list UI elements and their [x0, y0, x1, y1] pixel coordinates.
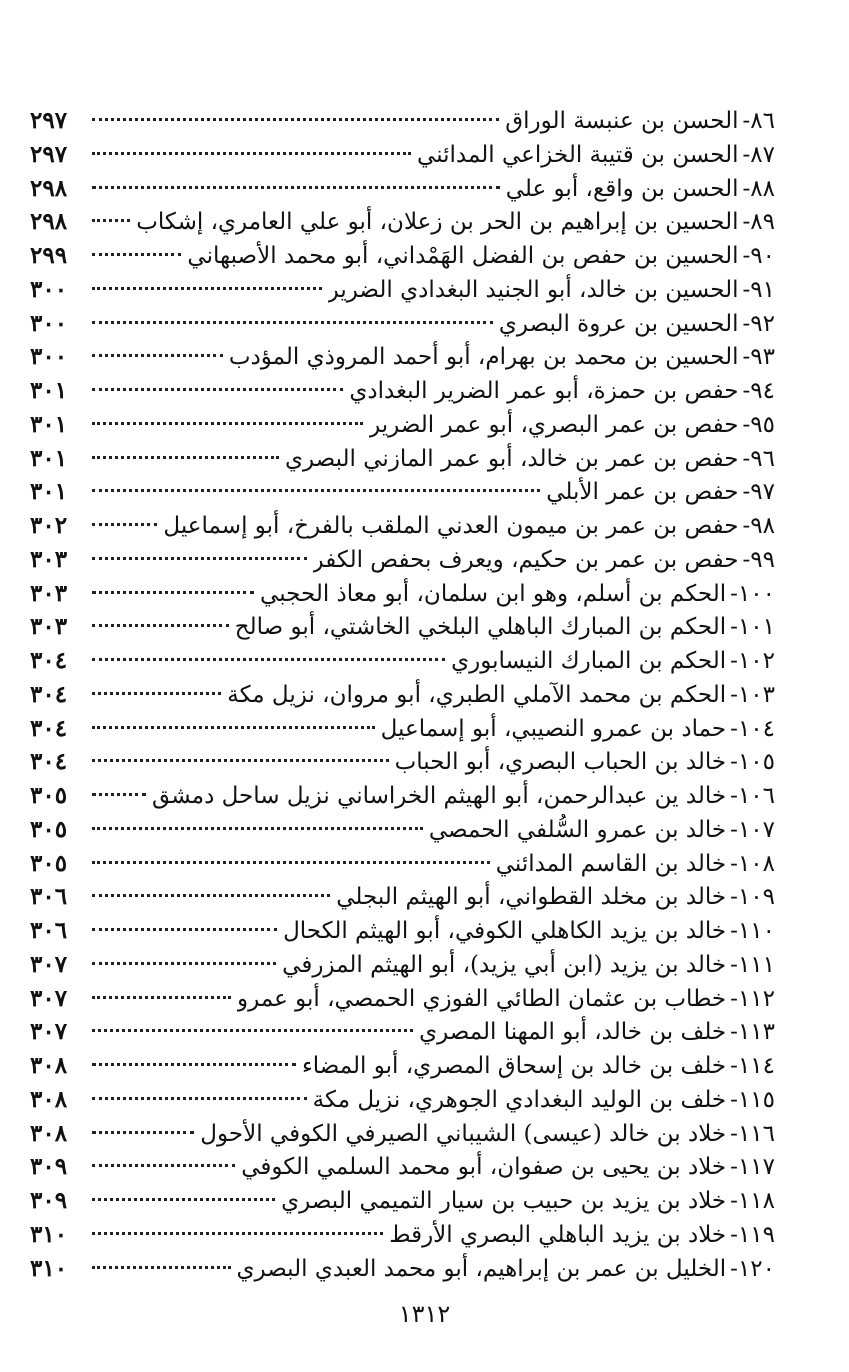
entry-title: حماد بن عمرو النصيبي، أبو إسماعيل [380, 715, 727, 742]
toc-entry [30, 340, 775, 374]
entry-title: خالد بن مخلد القطواني، أبو الهيثم البجلي [336, 884, 727, 911]
entry-number: ١١٨- [730, 1188, 775, 1214]
entry-number: ١٠٥- [730, 749, 775, 776]
entry-number: ١٠٨- [730, 850, 775, 877]
toc-entry [30, 1252, 775, 1286]
toc-entry [30, 813, 775, 847]
entry-page-number: ٢٩٩ [30, 242, 68, 269]
toc-entry [30, 779, 775, 813]
entry-number: ٩٧- [742, 479, 775, 506]
toc-entry [30, 543, 775, 577]
entry-title: الحكم بن محمد الآملي الطبري، أبو مروان، نزيل مكة [227, 681, 727, 708]
dot-leader [92, 422, 363, 425]
entry-title: خلاد بن يزيد الباهلي البصري الأرقط [389, 1221, 727, 1248]
entry-page-number: ٣٠٩ [30, 1153, 68, 1181]
entry-page-number: ٣١٠ [30, 1220, 68, 1248]
entry-number: ٨٨- [742, 175, 775, 202]
entry-page-number: ٣٠٩ [30, 1187, 68, 1214]
entry-title: خالد بن عمرو السُّلفي الحمصي [428, 816, 727, 843]
entry-number: ١١٦- [730, 1120, 775, 1147]
entry-number: ١٠٣- [730, 681, 775, 708]
dot-leader [92, 253, 181, 256]
toc-entry [30, 1083, 775, 1117]
entry-title: خلاد بن يزيد بن حبيب بن سيار التميمي البصري [281, 1188, 727, 1214]
dot-leader [92, 624, 229, 627]
entry-number: ١٠٤- [730, 715, 775, 742]
dot-leader [92, 1029, 413, 1032]
toc-entry [30, 475, 775, 509]
entry-page-number: ٣٠٣ [30, 545, 68, 573]
entry-title: الحسين بن عروة البصري [498, 310, 739, 337]
dot-leader [92, 1131, 194, 1134]
toc-entry [30, 914, 775, 948]
entry-number: ١١٩- [730, 1221, 775, 1248]
dot-leader [92, 1164, 235, 1167]
dot-leader [92, 928, 277, 931]
dot-leader [92, 793, 146, 796]
dot-leader [92, 152, 411, 155]
entry-number: ٨٧- [742, 141, 775, 168]
toc-entry [30, 880, 775, 914]
dot-leader [92, 388, 343, 391]
entry-page-number: ٢٩٨ [30, 174, 68, 202]
entry-page-number: ٣٠٤ [30, 680, 68, 708]
entry-number: ١٢٠- [730, 1255, 775, 1282]
entry-page-number: ٣٠٤ [30, 748, 68, 776]
entry-number: ١١٣- [730, 1019, 775, 1046]
toc-entry [30, 982, 775, 1016]
entry-page-number: ٣١٠ [30, 1254, 68, 1282]
dot-leader [92, 186, 500, 189]
toc-entry [30, 172, 775, 206]
entry-page-number: ٣٠٦ [30, 883, 68, 911]
toc-entry [30, 104, 775, 138]
entry-number: ١٠٢- [730, 648, 775, 674]
toc-entry [30, 745, 775, 779]
entry-page-number: ٣٠٧ [30, 950, 68, 978]
entry-number: ٨٩- [742, 209, 775, 236]
entry-title: الخليل بن عمر بن إبراهيم، أبو محمد العبدي البصري [236, 1255, 727, 1282]
entry-title: خلاد بن يحيى بن صفوان، أبو محمد السلمي الكوفي [241, 1154, 727, 1181]
entry-page-number: ٣٠٧ [30, 1018, 68, 1046]
toc-entry [30, 205, 775, 239]
page-number: ١٣١٢ [398, 1300, 451, 1328]
dot-leader [92, 827, 423, 830]
entry-number: ١٠٩- [730, 884, 775, 911]
entry-page-number: ٣٠٤ [30, 647, 68, 674]
entry-number: ١١١- [730, 951, 775, 978]
entry-number: ١٠٧- [730, 816, 775, 843]
dot-leader [92, 523, 157, 526]
entry-page-number: ٢٩٧ [30, 107, 68, 134]
entry-title: خالد بن يزيد الكاهلي الكوفي، أبو الهيثم الكحال [283, 918, 727, 944]
entry-page-number: ٣٠٤ [30, 714, 68, 742]
toc-entry [30, 442, 775, 476]
entry-number: ٩٢- [742, 310, 775, 337]
entry-page-number: ٣٠٨ [30, 1085, 68, 1113]
entry-number: ١١٧- [730, 1154, 775, 1181]
dot-leader [92, 861, 490, 864]
entry-page-number: ٣٠١ [30, 410, 68, 438]
dot-leader [92, 894, 330, 897]
toc-entry [30, 509, 775, 543]
toc-entry [30, 1117, 775, 1151]
entry-title: حفص بن عمر الأبلي [546, 479, 739, 506]
toc-entry [30, 678, 775, 712]
entry-page-number: ٣٠٨ [30, 1052, 68, 1079]
toc-entry [30, 374, 775, 408]
entry-title: الحسن بن عنبسة الوراق [505, 108, 739, 134]
entry-page-number: ٣٠٠ [30, 309, 68, 337]
entry-title: الحسن بن واقع، أبو علي [505, 175, 739, 202]
dot-leader [92, 1232, 383, 1235]
dot-leader [92, 996, 231, 999]
entry-number: ٨٦- [742, 108, 775, 134]
dot-leader [92, 321, 493, 324]
entry-title: خالد بن القاسم المدائني [495, 850, 727, 877]
toc-entry [30, 577, 775, 611]
entry-title: خطاب بن عثمان الطائي الفوزي الحمصي، أبو عمرو [237, 985, 727, 1012]
entry-number: ١٠٠- [730, 580, 775, 607]
entry-page-number: ٣٠٥ [30, 782, 68, 809]
entry-title: خلاد بن خالد (عيسى) الشيباني الصيرفي الكوفي الأحول [200, 1120, 727, 1147]
entry-page-number: ٣٠٣ [30, 579, 68, 607]
dot-leader [92, 1063, 296, 1066]
dot-leader [92, 726, 375, 729]
entry-number: ١١٥- [730, 1086, 775, 1113]
entry-number: ٩٦- [742, 445, 775, 472]
entry-number: ٩٨- [742, 513, 775, 539]
entry-number: ٩٥- [742, 411, 775, 438]
entry-number: ١١٤- [730, 1053, 775, 1079]
dot-leader [92, 759, 389, 762]
entry-number: ٩٣- [742, 344, 775, 371]
toc-entry [30, 138, 775, 172]
entry-title: الحسين بن خالد، أبو الجنيد البغدادي الضرير [327, 276, 739, 303]
dot-leader [92, 557, 307, 560]
toc-entry [30, 712, 775, 746]
entry-number: ٩١- [742, 276, 775, 303]
entry-page-number: ٣٠٦ [30, 917, 68, 944]
entry-page-number: ٣٠١ [30, 444, 68, 472]
dot-leader [92, 962, 276, 965]
entry-page-number: ٣٠٨ [30, 1119, 68, 1147]
entry-page-number: ٣٠١ [30, 377, 68, 404]
toc-entry [30, 948, 775, 982]
toc-entry [30, 847, 775, 881]
entry-number: ٩٤- [742, 378, 775, 404]
entry-title: الحكم بن المبارك النيسابوري [451, 648, 727, 674]
entry-page-number: ٣٠٥ [30, 815, 68, 843]
dot-leader [92, 1097, 307, 1100]
dot-leader [92, 219, 130, 222]
entry-title: خلف بن خالد بن إسحاق المصري، أبو المضاء [301, 1053, 727, 1079]
dot-leader [92, 658, 445, 661]
toc-entry [30, 408, 775, 442]
toc-entry [30, 644, 775, 678]
entry-title: حفص بن عمر البصري، أبو عمر الضرير [369, 411, 739, 438]
entry-page-number: ٣٠٠ [30, 275, 68, 303]
toc-entry [30, 610, 775, 644]
dot-leader [92, 1266, 231, 1269]
dot-leader [92, 287, 322, 290]
entry-number: ١١٠- [730, 918, 775, 944]
entry-page-number: ٣٠٥ [30, 849, 68, 877]
entry-page-number: ٢٩٧ [30, 140, 68, 168]
entry-number: ٩٩- [742, 546, 775, 573]
entry-title: الحسين بن إبراهيم بن الحر بن زعلان، أبو علي العامري، إشكاب [136, 209, 739, 236]
dot-leader [92, 118, 499, 121]
entry-title: حفص بن حمزة، أبو عمر الضرير البغدادي [349, 378, 739, 404]
toc-entry [30, 307, 775, 341]
entry-title: خالد ين عبدالرحمن، أبو الهيثم الخراساني نزيل ساحل دمشق [152, 783, 727, 809]
dot-leader [92, 591, 254, 594]
entry-title: خالد بن يزيد (ابن أبي يزيد)، أبو الهيثم المزرفي [282, 951, 727, 978]
toc-entry [30, 273, 775, 307]
entry-title: حفص بن عمر بن ميمون العدني الملقب بالفرخ، أبو إسماعيل [163, 513, 739, 539]
entry-title: خلف بن خالد، أبو المهنا المصري [419, 1019, 727, 1046]
entry-title: الحكم بن أسلم، وهو ابن سلمان، أبو معاذ الحجبي [260, 580, 727, 607]
entry-number: ٩٠- [742, 243, 775, 269]
entry-page-number: ٣٠٠ [30, 343, 68, 371]
dot-leader [92, 692, 221, 695]
entry-number: ١٠١- [730, 614, 775, 641]
entry-title: حفص بن عمر بن حكيم، ويعرف بحفص الكفر [312, 546, 739, 573]
entry-number: ١٠٦- [730, 783, 775, 809]
toc-entry [30, 1015, 775, 1049]
dot-leader [92, 1198, 275, 1201]
table-of-contents [30, 104, 775, 1285]
entry-title: الحسن بن قتيبة الخزاعي المدائني [417, 141, 739, 168]
dot-leader [92, 456, 279, 459]
entry-page-number: ٣٠١ [30, 478, 68, 506]
entry-page-number: ٣٠٧ [30, 984, 68, 1012]
dot-leader [92, 489, 540, 492]
entry-title: حفص بن عمر بن خالد، أبو عمر المازني البصري [284, 445, 739, 472]
toc-entry [30, 239, 775, 273]
entry-page-number: ٣٠٢ [30, 512, 68, 539]
dot-leader [92, 354, 223, 357]
entry-page-number: ٣٠٣ [30, 613, 68, 641]
entry-title: خلف بن الوليد البغدادي الجوهري، نزيل مكة [312, 1086, 727, 1113]
entry-title: الحكم بن المبارك الباهلي البلخي الخاشتي، أبو صالح [234, 614, 727, 641]
entry-number: ١١٢- [730, 985, 775, 1012]
toc-entry [30, 1150, 775, 1184]
toc-entry [30, 1049, 775, 1083]
entry-title: الحسين بن محمد بن بهرام، أبو أحمد المروذي المؤدب [228, 344, 739, 371]
toc-entry [30, 1218, 775, 1252]
entry-title: الحسين بن حفص بن الفضل الهَمْداني، أبو محمد الأصبهاني [187, 243, 739, 269]
toc-entry [30, 1184, 775, 1218]
entry-page-number: ٢٩٨ [30, 208, 68, 236]
entry-title: خالد بن الحباب البصري، أبو الحباب [394, 749, 727, 776]
